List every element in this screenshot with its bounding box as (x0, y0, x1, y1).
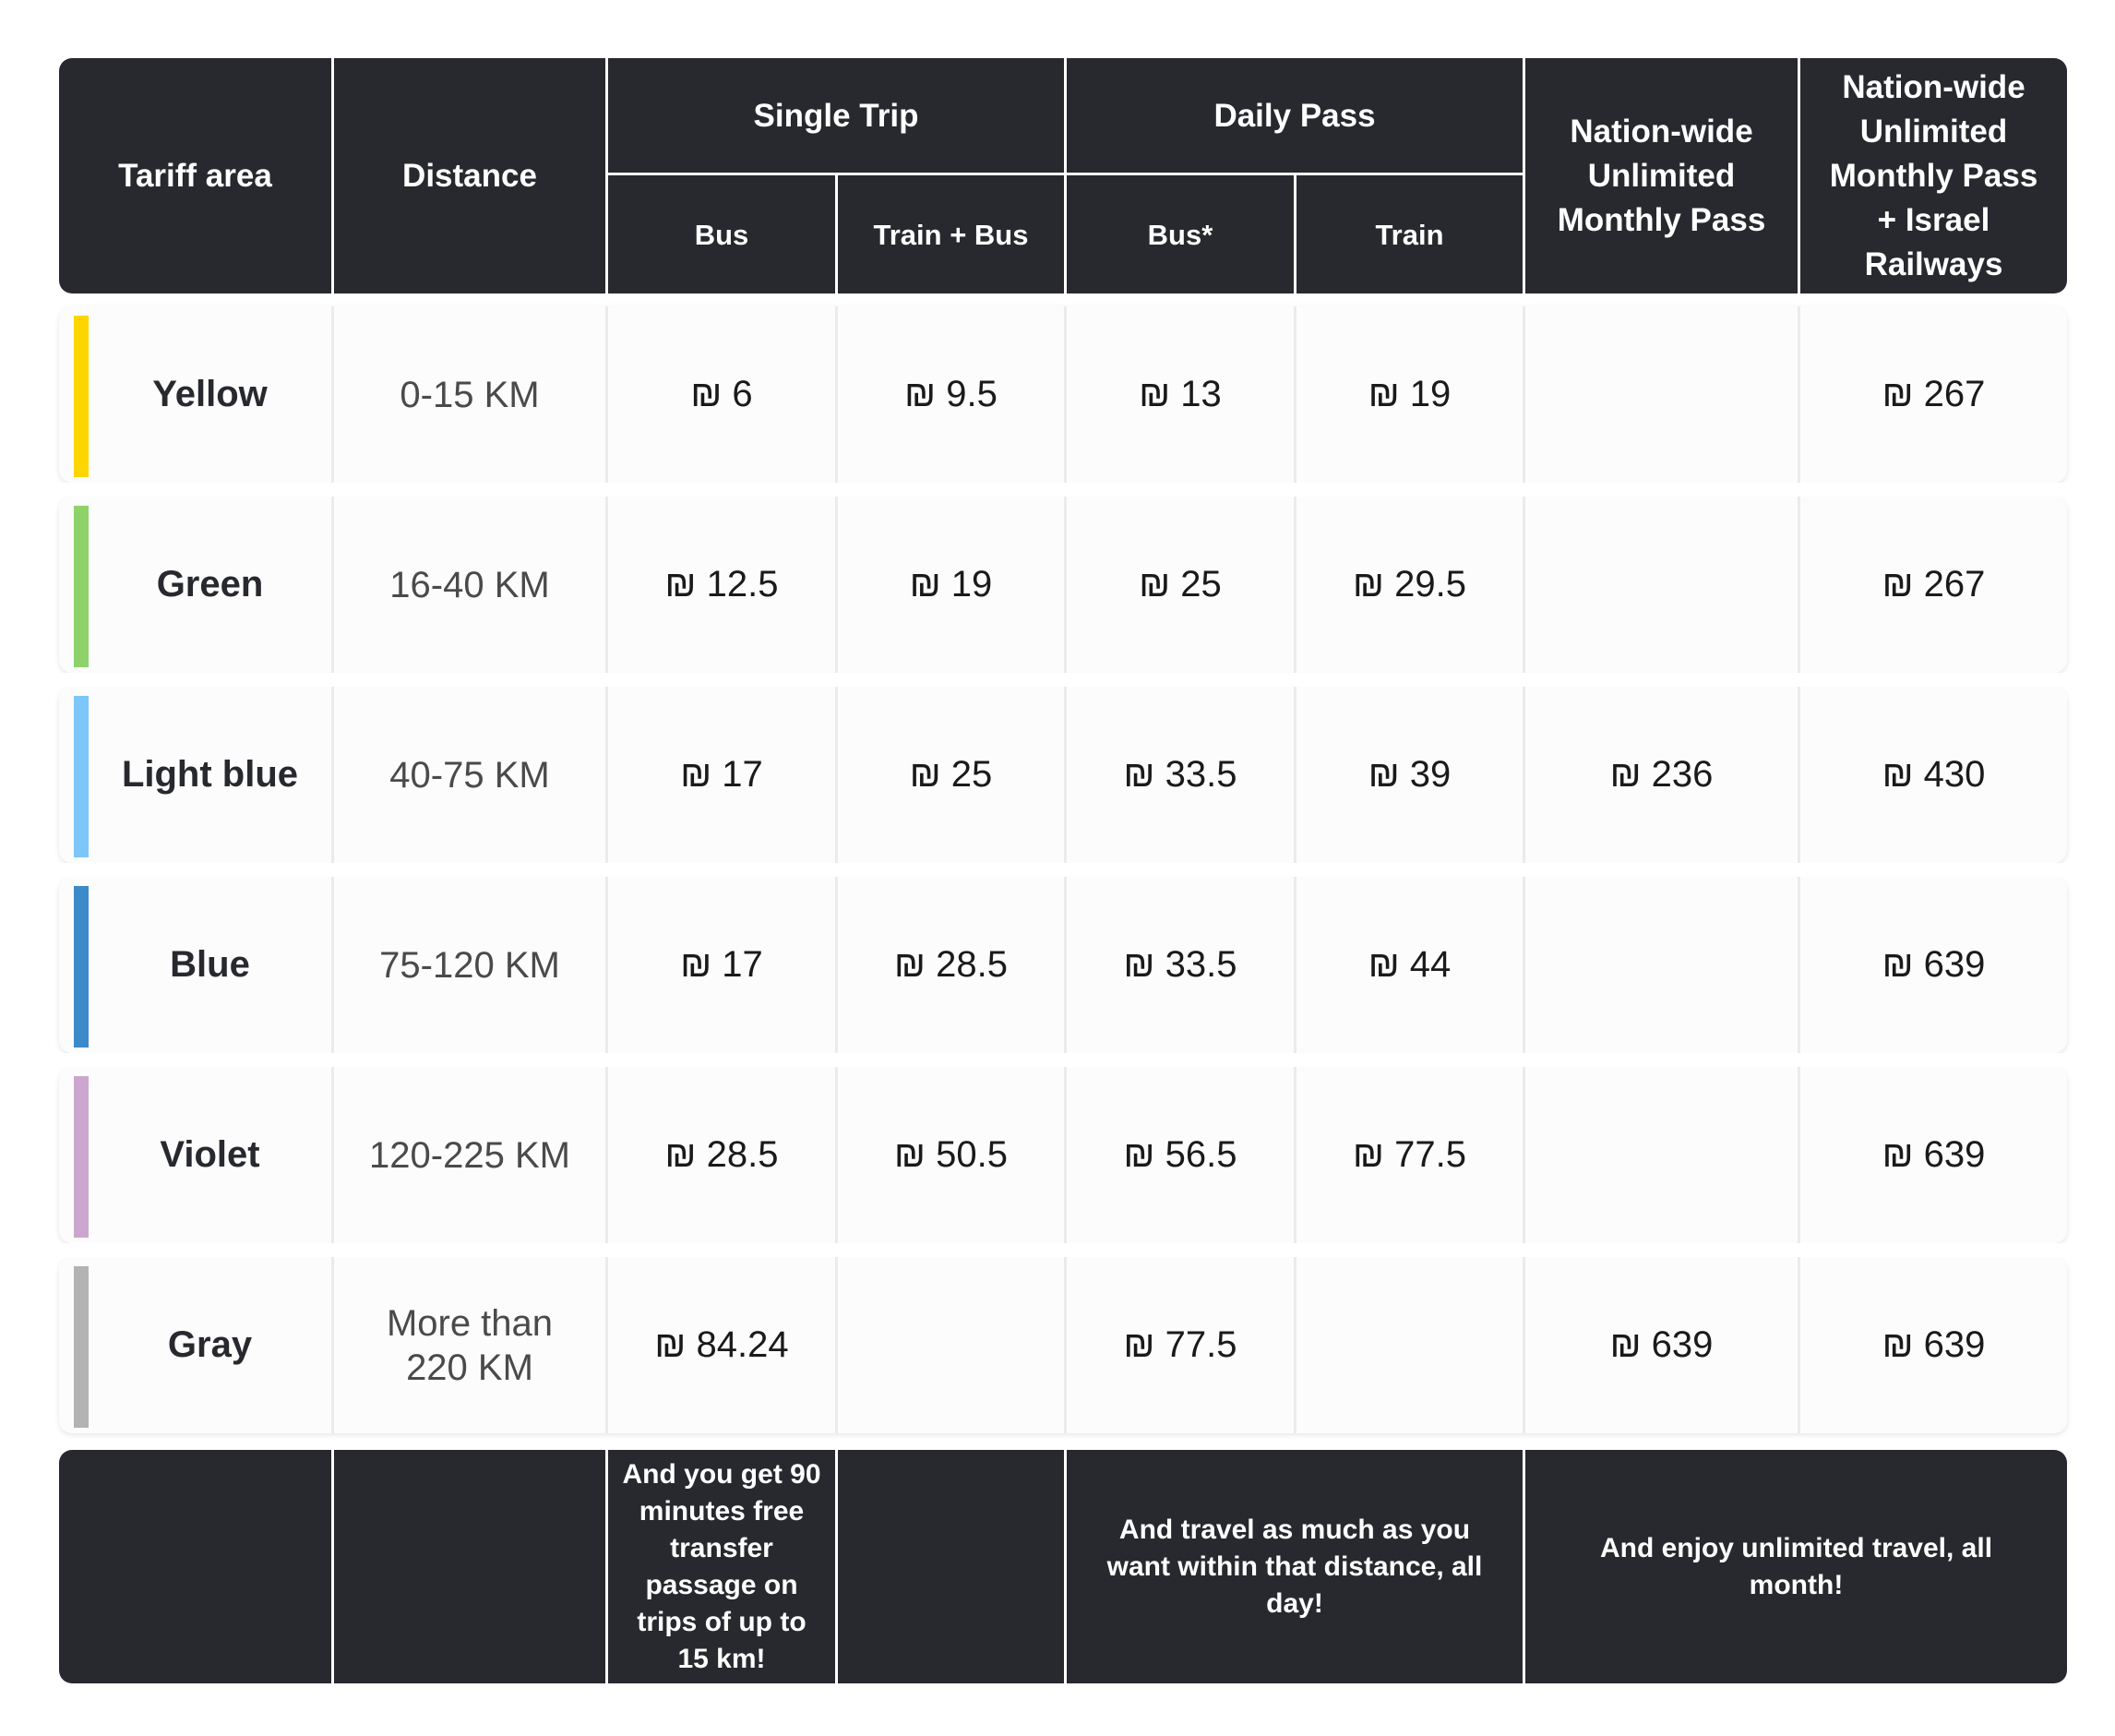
single-bus-price: ₪ 84.24 (654, 1324, 789, 1365)
header-divider (1064, 58, 1067, 293)
header-divider (331, 58, 334, 293)
single-bus-price: ₪ 17 (680, 754, 763, 795)
daily-bus-price: ₪ 33.5 (1123, 944, 1237, 985)
nationwide-railways-price: ₪ 639 (1882, 944, 1986, 985)
header-distance: Distance (402, 157, 537, 194)
single-train-bus-price (838, 1257, 1064, 1433)
header-nationwide-monthly-pass: Nation-wide Unlimited Monthly Pass (1557, 113, 1766, 238)
daily-train-price: ₪ 39 (1368, 754, 1452, 795)
distance-value: 40-75 KM (389, 754, 550, 796)
nationwide-monthly-price: ₪ 639 (1609, 1324, 1714, 1365)
distance-value: 16-40 KM (389, 564, 550, 605)
daily-train-price: ₪ 19 (1368, 374, 1452, 414)
header-divider (1294, 174, 1296, 293)
header-divider (605, 58, 608, 293)
header-single-train-bus: Train + Bus (873, 219, 1029, 251)
distance-value: 120-225 KM (369, 1134, 570, 1176)
footer-divider (331, 1450, 334, 1683)
tariff-color-stripe (74, 1076, 89, 1238)
tariff-area-name: Violet (160, 1134, 260, 1175)
header-single-bus: Bus (694, 219, 749, 251)
nationwide-monthly-price: ₪ 236 (1609, 754, 1714, 795)
daily-bus-price: ₪ 77.5 (1123, 1324, 1237, 1365)
single-train-bus-price: ₪ 50.5 (894, 1134, 1008, 1175)
header-nationwide-monthly-railways: Nation-wide Unlimited Monthly Pass + Israel Railways (1829, 68, 2038, 282)
daily-train-price (1296, 1257, 1523, 1433)
daily-train-price: ₪ 44 (1368, 944, 1452, 985)
header-single-trip: Single Trip (753, 98, 919, 134)
header-daily-train: Train (1375, 219, 1444, 251)
nationwide-monthly-price (1525, 1067, 1798, 1243)
tariff-area-name: Light blue (121, 754, 299, 795)
tariff-color-stripe (74, 316, 89, 477)
daily-bus-price: ₪ 56.5 (1123, 1134, 1237, 1175)
distance-value: 0-15 KM (400, 374, 540, 415)
tariff-color-stripe (74, 506, 89, 667)
single-bus-price: ₪ 28.5 (664, 1134, 779, 1175)
header-divider (1523, 58, 1525, 293)
single-train-bus-price: ₪ 25 (909, 754, 993, 795)
nationwide-railways-price: ₪ 267 (1882, 564, 1986, 605)
daily-train-price: ₪ 29.5 (1353, 564, 1466, 605)
tariff-area-name: Yellow (152, 374, 268, 414)
single-bus-price: ₪ 17 (680, 944, 763, 985)
header-tariff-area: Tariff area (118, 157, 272, 194)
header-daily-bus: Bus* (1147, 219, 1213, 251)
footer-daily-pass-note: And travel as much as you want within that distance, all day! (1106, 1514, 1483, 1619)
daily-bus-price: ₪ 25 (1139, 564, 1222, 605)
daily-train-price: ₪ 77.5 (1353, 1134, 1466, 1175)
single-train-bus-price: ₪ 19 (909, 564, 993, 605)
tariff-color-stripe (74, 886, 89, 1048)
nationwide-monthly-price (1525, 877, 1798, 1053)
distance-value: 75-120 KM (379, 944, 560, 986)
daily-bus-price: ₪ 13 (1139, 374, 1222, 414)
footer-divider (605, 1450, 608, 1683)
header-daily-pass: Daily Pass (1213, 98, 1376, 134)
footer-divider (1064, 1450, 1067, 1683)
daily-bus-price: ₪ 33.5 (1123, 754, 1237, 795)
nationwide-railways-price: ₪ 639 (1882, 1324, 1986, 1365)
single-bus-price: ₪ 6 (690, 374, 753, 414)
footer-single-bus-note: And you get 90 minutes free transfer passage on trips of up to 15 km! (622, 1458, 821, 1674)
tariff-color-stripe (74, 1266, 89, 1428)
single-bus-price: ₪ 12.5 (664, 564, 779, 605)
tariff-area-name: Green (156, 564, 264, 605)
single-train-bus-price: ₪ 28.5 (894, 944, 1008, 985)
header-divider (608, 173, 1523, 175)
header-divider (1798, 58, 1800, 293)
footer-divider (835, 1450, 838, 1683)
nationwide-railways-price: ₪ 267 (1882, 374, 1986, 414)
nationwide-monthly-price (1525, 497, 1798, 673)
tariff-area-name: Gray (167, 1324, 253, 1365)
nationwide-railways-price: ₪ 430 (1882, 754, 1986, 795)
nationwide-monthly-price (1525, 306, 1798, 483)
tariff-color-stripe (74, 696, 89, 857)
distance-value: More than 220 KM (386, 1302, 554, 1388)
footer-monthly-note: And enjoy unlimited travel, all month! (1599, 1532, 1993, 1600)
single-train-bus-price: ₪ 9.5 (904, 374, 998, 414)
tariff-area-name: Blue (170, 944, 250, 985)
header-divider (835, 174, 838, 293)
nationwide-railways-price: ₪ 639 (1882, 1134, 1986, 1175)
footer-divider (1523, 1450, 1525, 1683)
